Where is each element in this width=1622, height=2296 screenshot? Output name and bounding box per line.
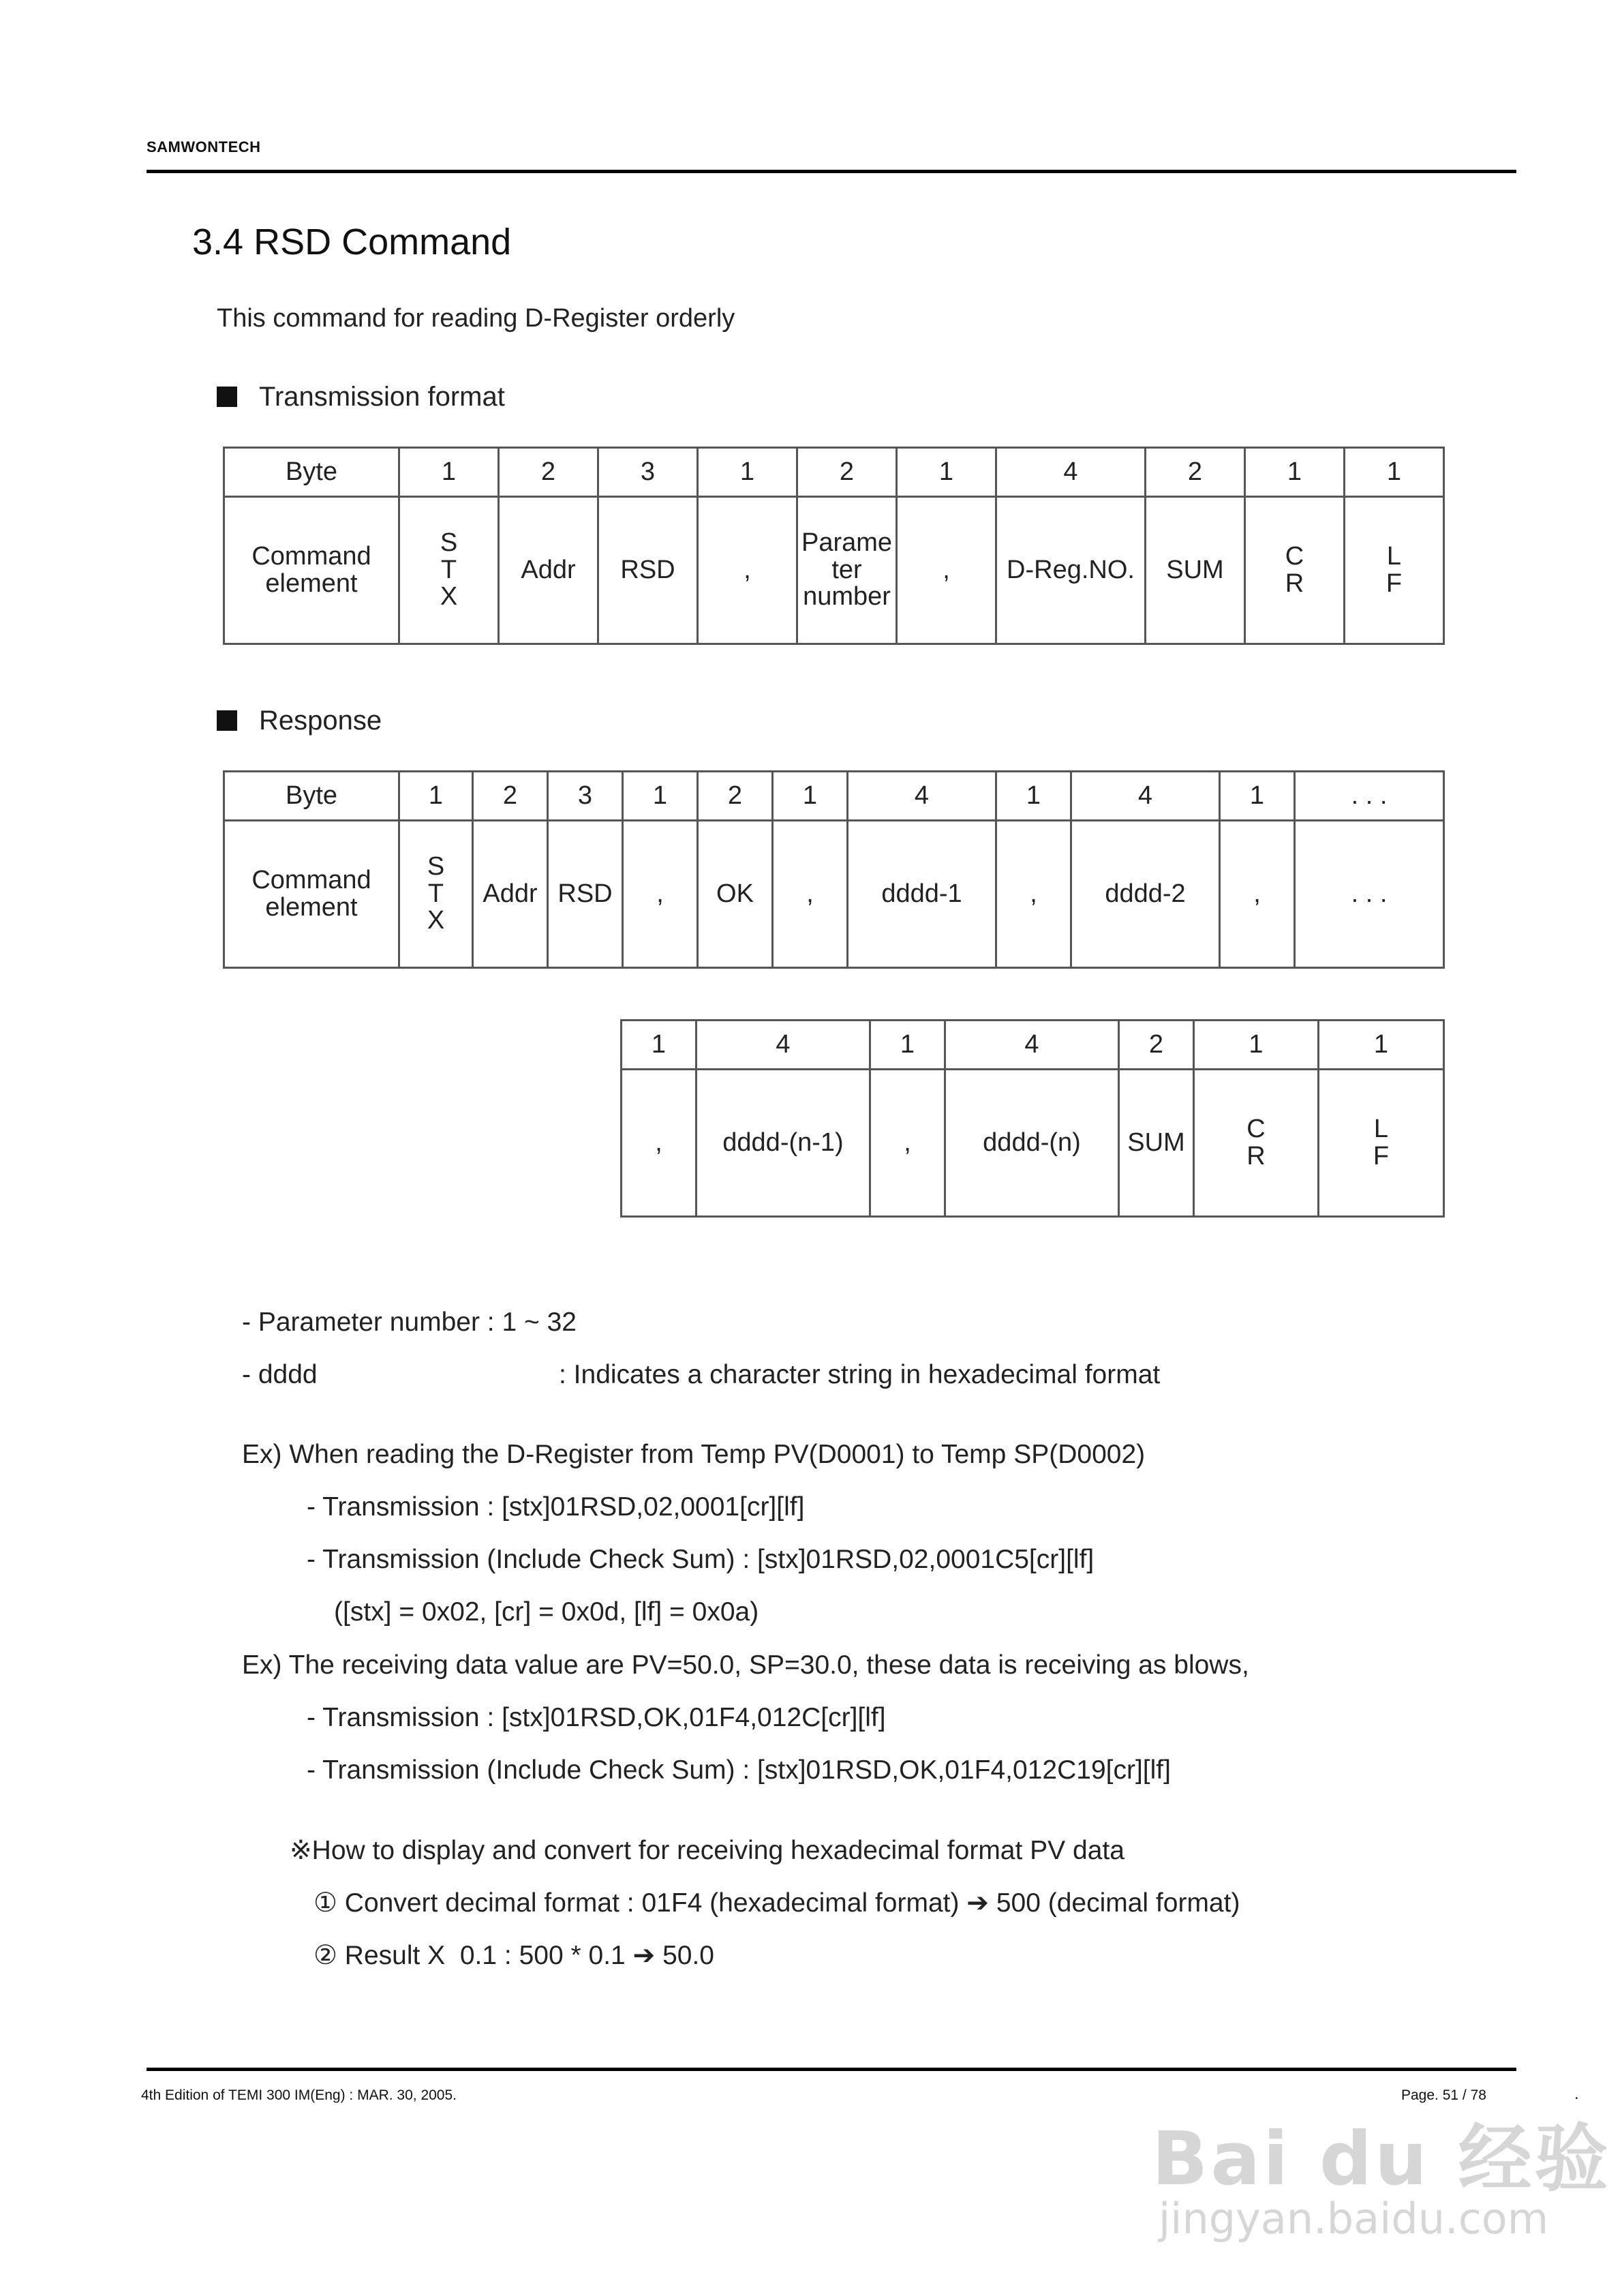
example-1: Ex) When reading the D-Register from Temp PV(D0001) to Temp SP(D0002) <box>242 1440 1146 1469</box>
cr-letter: R <box>1246 1141 1266 1170</box>
param-line: Parame <box>801 528 893 557</box>
byte-cell: 1 <box>1220 772 1295 821</box>
lf-letter: F <box>1373 1141 1390 1170</box>
note-dddd-label: - dddd <box>242 1360 318 1389</box>
label-line: Command <box>251 541 371 571</box>
watermark-url: jingyan.baidu.com <box>1159 2194 1549 2244</box>
cr-letter: R <box>1285 569 1304 598</box>
example-1-transmission-checksum: - Transmission (Include Check Sum) : [stx]01RSD,02,0001C5[cr][lf] <box>307 1545 1095 1574</box>
lf-cell <box>1345 497 1444 644</box>
byte-row <box>224 772 1444 821</box>
byte-cell: 1 <box>399 772 473 821</box>
cr-cell <box>1194 1070 1319 1217</box>
response-heading-text: Response <box>259 706 382 736</box>
byte-row <box>224 448 1444 497</box>
howto-step-2: ② Result X 0.1 : 500 * 0.1 ➔ 50.0 <box>313 1941 714 1970</box>
byte-cell: 3 <box>548 772 623 821</box>
byte-cell: 2 <box>473 772 548 821</box>
comma-cell: , <box>897 497 996 644</box>
byte-cell: 4 <box>996 448 1146 497</box>
stx-letter: T <box>427 879 444 908</box>
addr-cell: Addr <box>499 497 598 644</box>
stx-letter: S <box>440 528 458 557</box>
data-cell: dddd-1 <box>848 821 996 968</box>
command-element-label <box>224 497 399 644</box>
section-title: 3.4 RSD Command <box>192 222 512 262</box>
footer-page-number: Page. 51 / 78 <box>1401 2087 1486 2103</box>
transmission-heading-text: Transmission format <box>259 382 505 412</box>
lf-letter: F <box>1386 569 1403 598</box>
byte-cell: 1 <box>623 772 698 821</box>
bullet-square-icon <box>217 710 237 731</box>
comma-cell: , <box>698 497 797 644</box>
ellipsis-cell: . . . <box>1295 821 1444 968</box>
byte-cell: 2 <box>698 772 773 821</box>
comma-cell: , <box>623 821 698 968</box>
byte-cell: 4 <box>945 1021 1119 1070</box>
command-element-label <box>224 821 399 968</box>
dreg-cell: D-Reg.NO. <box>996 497 1146 644</box>
stx-cell <box>399 497 499 644</box>
addr-cell: Addr <box>473 821 548 968</box>
byte-cell: 1 <box>1194 1021 1319 1070</box>
header-rule <box>147 170 1516 173</box>
transmission-format-table <box>223 447 1445 645</box>
sum-cell: SUM <box>1146 497 1245 644</box>
lf-cell <box>1319 1070 1444 1217</box>
ok-cell: OK <box>698 821 773 968</box>
rsd-cell: RSD <box>598 497 698 644</box>
example-1-codes: ([stx] = 0x02, [cr] = 0x0d, [lf] = 0x0a) <box>334 1597 759 1627</box>
section-intro: This command for reading D-Register orderly <box>217 304 735 333</box>
data-cell: dddd-(n) <box>945 1070 1119 1217</box>
byte-cell: . . . <box>1295 772 1444 821</box>
howto-heading: ※How to display and convert for receiving hexadecimal format PV data <box>290 1836 1124 1865</box>
byte-cell: 1 <box>622 1021 697 1070</box>
comma-cell: , <box>1220 821 1295 968</box>
byte-cell: 4 <box>697 1021 870 1070</box>
parameter-number-cell <box>797 497 897 644</box>
param-line: ter <box>831 555 862 584</box>
byte-row <box>622 1021 1444 1070</box>
label-line: element <box>265 892 358 922</box>
byte-label: Byte <box>224 448 399 497</box>
transmission-heading <box>217 382 505 412</box>
byte-cell: 1 <box>1345 448 1444 497</box>
command-element-row <box>224 497 1444 644</box>
param-line: number <box>803 582 891 611</box>
comma-cell: , <box>773 821 848 968</box>
stx-letter: T <box>440 555 457 584</box>
note-dddd-desc: : Indicates a character string in hexadecimal format <box>559 1360 1161 1389</box>
stx-letter: X <box>427 906 445 935</box>
byte-cell: 1 <box>870 1021 945 1070</box>
example-2-transmission: - Transmission : [stx]01RSD,OK,01F4,012C[cr][lf] <box>307 1703 886 1732</box>
byte-cell: 2 <box>797 448 897 497</box>
data-cell: dddd-(n-1) <box>697 1070 870 1217</box>
label-line: element <box>265 569 358 598</box>
example-2-transmission-checksum: - Transmission (Include Check Sum) : [stx]01RSD,OK,01F4,012C19[cr][lf] <box>307 1755 1171 1785</box>
footer-rule <box>147 2068 1516 2071</box>
byte-cell: 1 <box>996 772 1071 821</box>
byte-label: Byte <box>224 772 399 821</box>
response-continuation-table <box>620 1019 1445 1218</box>
byte-cell: 2 <box>499 448 598 497</box>
comma-cell: , <box>996 821 1071 968</box>
byte-cell: 1 <box>399 448 499 497</box>
stx-letter: X <box>440 582 458 611</box>
footer-edition: 4th Edition of TEMI 300 IM(Eng) : MAR. 30, 2005. <box>141 2087 457 2103</box>
footer-dot: . <box>1574 2085 1579 2103</box>
stx-letter: S <box>427 851 445 881</box>
sum-cell: SUM <box>1119 1070 1194 1217</box>
response-format-table <box>223 770 1445 969</box>
byte-cell: 2 <box>1119 1021 1194 1070</box>
note-parameter-number: - Parameter number : 1 ~ 32 <box>242 1308 577 1337</box>
bullet-square-icon <box>217 387 237 407</box>
byte-cell: 1 <box>1319 1021 1444 1070</box>
lf-letter: L <box>1386 541 1402 571</box>
command-element-row <box>224 821 1444 968</box>
byte-cell: 4 <box>1071 772 1220 821</box>
byte-cell: 2 <box>1146 448 1245 497</box>
label-line: Command <box>251 865 371 894</box>
byte-cell: 1 <box>897 448 996 497</box>
cr-cell <box>1245 497 1345 644</box>
rsd-cell: RSD <box>548 821 623 968</box>
data-cell: dddd-2 <box>1071 821 1220 968</box>
byte-cell: 4 <box>848 772 996 821</box>
example-2: Ex) The receiving data value are PV=50.0, SP=30.0, these data is receiving as blows, <box>242 1650 1249 1680</box>
byte-cell: 1 <box>773 772 848 821</box>
company-name: SAMWONTECH <box>147 138 261 155</box>
stx-cell <box>399 821 473 968</box>
watermark-logo: Bai du 经验 <box>1152 2117 1611 2202</box>
byte-cell: 3 <box>598 448 698 497</box>
comma-cell: , <box>870 1070 945 1217</box>
cr-letter: C <box>1246 1114 1266 1143</box>
example-1-transmission: - Transmission : [stx]01RSD,02,0001[cr][lf] <box>307 1492 805 1522</box>
cr-letter: C <box>1285 541 1304 571</box>
comma-cell: , <box>622 1070 697 1217</box>
howto-step-1: ① Convert decimal format : 01F4 (hexadecimal format) ➔ 500 (decimal format) <box>313 1888 1240 1918</box>
byte-cell: 1 <box>1245 448 1345 497</box>
lf-letter: L <box>1373 1114 1389 1143</box>
byte-cell: 1 <box>698 448 797 497</box>
element-row <box>622 1070 1444 1217</box>
response-heading <box>217 706 382 736</box>
